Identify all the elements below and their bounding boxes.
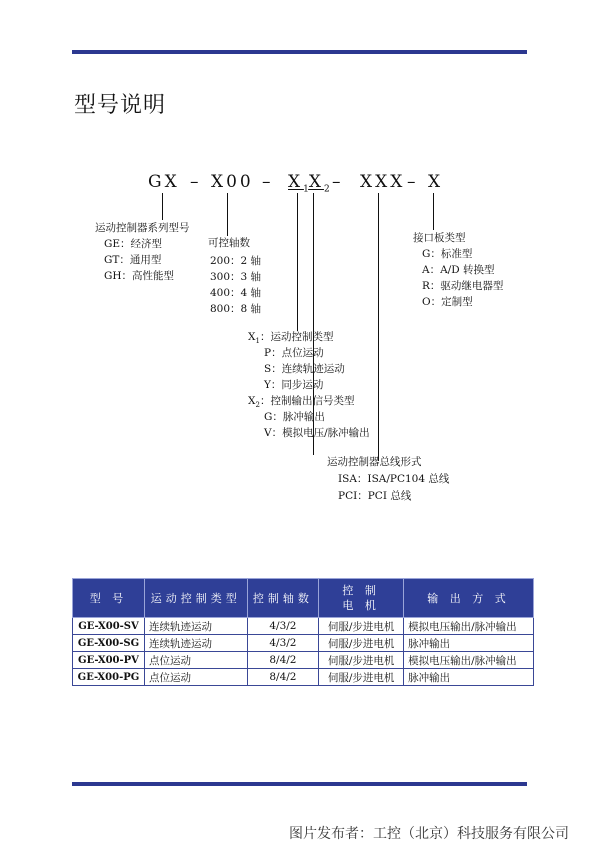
cell-output: 模拟电压输出/脉冲输出 bbox=[404, 652, 534, 669]
cell-axes: 4/3/2 bbox=[247, 618, 319, 635]
top-rule bbox=[72, 50, 527, 54]
table-row bbox=[73, 635, 534, 652]
board-item: A：A/D 转换型 bbox=[422, 264, 495, 276]
cell-model: GE-X00-PG bbox=[73, 669, 145, 686]
cell-motion-type: 连续轨迹运动 bbox=[144, 635, 247, 652]
board-item: G：标准型 bbox=[422, 248, 473, 260]
cell-motion-type: 连续轨迹运动 bbox=[144, 618, 247, 635]
cell-axes: 4/3/2 bbox=[247, 635, 319, 652]
x2-item: G：脉冲输出 bbox=[264, 411, 325, 423]
cell-output: 脉冲输出 bbox=[404, 635, 534, 652]
code-dash-2: – bbox=[262, 172, 274, 192]
cell-motion-type: 点位运动 bbox=[144, 652, 247, 669]
column-header-output: 输 出 方 式 bbox=[404, 579, 534, 618]
column-header-axes: 控制轴数 bbox=[247, 579, 319, 618]
axes-item: 300：3 轴 bbox=[210, 271, 262, 283]
board-item: R：驱动继电器型 bbox=[422, 280, 504, 292]
code-x2: $X_2$ bbox=[308, 172, 330, 195]
model-spec-table bbox=[72, 578, 534, 686]
cell-motion-type: 点位运动 bbox=[144, 669, 247, 686]
connector-x1 bbox=[297, 193, 298, 331]
x1-item: S：连续轨迹运动 bbox=[264, 363, 345, 375]
board-heading: 接口板类型 bbox=[413, 232, 466, 244]
axes-item: 800：8 轴 bbox=[210, 303, 262, 315]
x1-heading: $X_1$：运动控制类型 bbox=[248, 331, 334, 346]
series-heading: 运动控制器系列型号 bbox=[95, 222, 190, 234]
code-x1x2 bbox=[288, 172, 330, 194]
code-xxx: XXX bbox=[360, 172, 406, 192]
column-header-model: 型 号 bbox=[73, 579, 145, 618]
table-row bbox=[73, 669, 534, 686]
column-header-motion-type: 运动控制类型 bbox=[144, 579, 247, 618]
code-x: X bbox=[428, 172, 444, 192]
connector-bus bbox=[378, 193, 379, 461]
series-item: GE：经济型 bbox=[104, 238, 163, 250]
cell-output: 模拟电压输出/脉冲输出 bbox=[404, 618, 534, 635]
x1-item: Y：同步运动 bbox=[264, 379, 324, 391]
code-gx: GX bbox=[148, 172, 180, 192]
cell-motor: 伺服/步进电机 bbox=[319, 618, 404, 635]
table-header-row bbox=[73, 579, 534, 618]
cell-axes: 8/4/2 bbox=[247, 652, 319, 669]
axes-item: 400：4 轴 bbox=[210, 287, 262, 299]
cell-output: 脉冲输出 bbox=[404, 669, 534, 686]
page-title: 型号说明 bbox=[74, 93, 167, 118]
code-dash-4: – bbox=[407, 172, 419, 192]
series-item: GH：高性能型 bbox=[104, 270, 175, 282]
board-item: O：定制型 bbox=[422, 296, 473, 308]
cell-motor: 伺服/步进电机 bbox=[319, 669, 404, 686]
connector-axes bbox=[227, 193, 228, 236]
cell-axes: 8/4/2 bbox=[247, 669, 319, 686]
cell-model: GE-X00-SV bbox=[73, 618, 145, 635]
table-row bbox=[73, 652, 534, 669]
code-x00: X00 bbox=[211, 172, 254, 192]
connector-board bbox=[433, 193, 434, 230]
x2-item: V：模拟电压/脉冲输出 bbox=[264, 427, 370, 439]
cell-model: GE-X00-SG bbox=[73, 635, 145, 652]
series-item: GT：通用型 bbox=[104, 254, 162, 266]
connector-series bbox=[162, 193, 163, 220]
axes-item: 200：2 轴 bbox=[210, 255, 262, 267]
code-dash-3: – bbox=[332, 172, 344, 192]
cell-motor: 伺服/步进电机 bbox=[319, 635, 404, 652]
publisher-credit: 图片发布者：工控（北京）科技服务有限公司 bbox=[289, 826, 569, 842]
axes-heading: 可控轴数 bbox=[208, 237, 250, 249]
x1-item: P：点位运动 bbox=[264, 347, 324, 359]
cell-motor: 伺服/步进电机 bbox=[319, 652, 404, 669]
bus-heading: 运动控制器总线形式 bbox=[327, 456, 422, 468]
bus-item: PCI：PCI 总线 bbox=[338, 490, 412, 502]
bottom-rule bbox=[72, 782, 527, 786]
cell-model: GE-X00-PV bbox=[73, 652, 145, 669]
code-x1: $X_1$ bbox=[288, 172, 309, 195]
x2-heading: $X_2$：控制输出信号类型 bbox=[248, 395, 355, 410]
code-dash-1: – bbox=[190, 172, 202, 192]
column-header-motor: 控 制 电 机 bbox=[319, 579, 404, 618]
table-row bbox=[73, 618, 534, 635]
bus-item: ISA：ISA/PC104 总线 bbox=[338, 473, 450, 485]
